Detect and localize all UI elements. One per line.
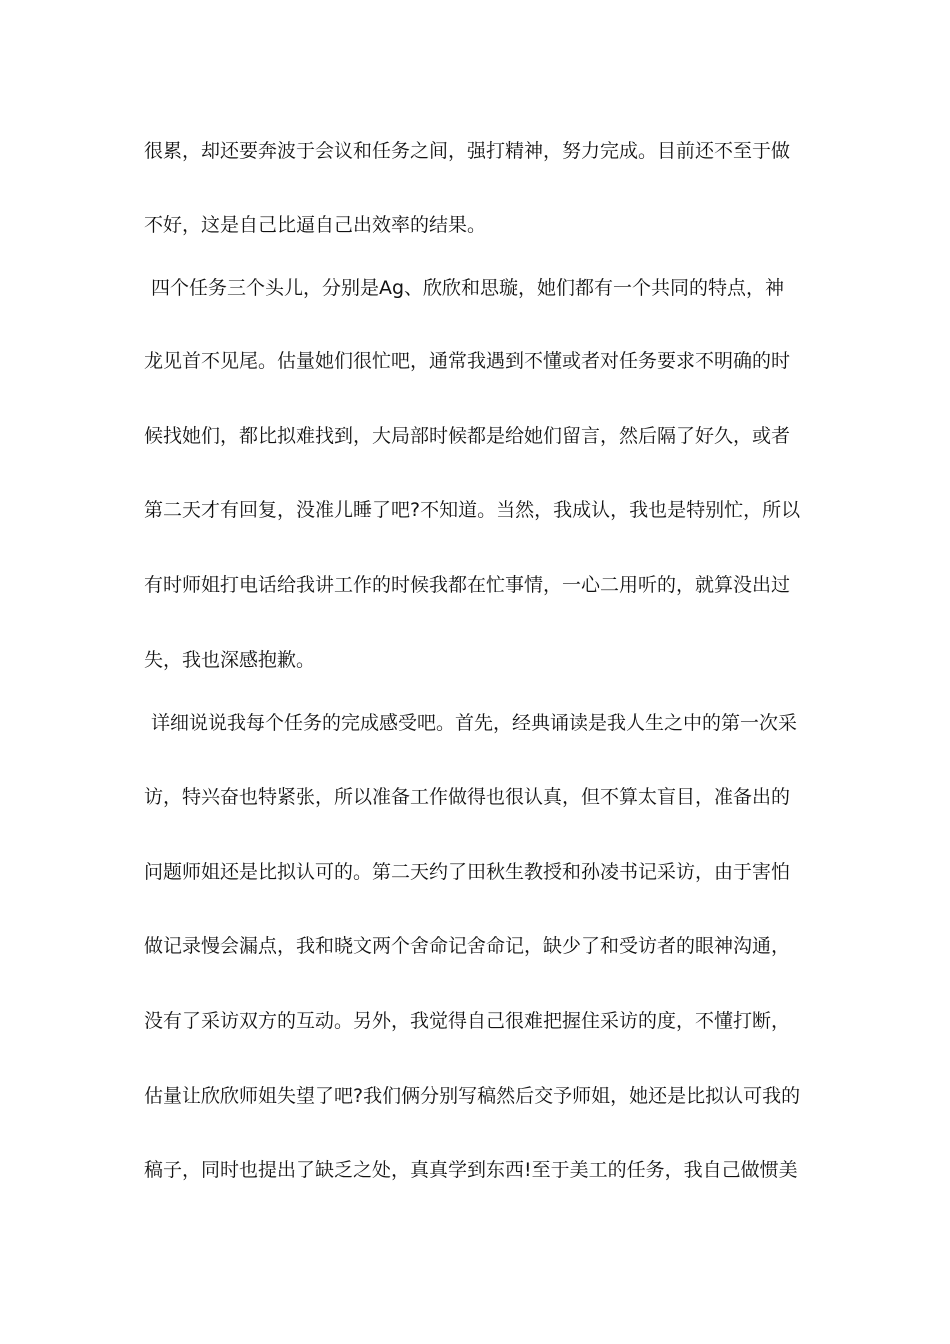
text-line-6: 第二天才有回复，没准儿睡了吧?不知道。当然，我成认，我也是特别忙，所以	[144, 499, 801, 521]
text-line-3: 四个任务三个头儿，分别是Ag、欣欣和思璇，她们都有一个共同的特点，神	[151, 277, 785, 299]
text-line-13: 没有了采访双方的互动。另外，我觉得自己很难把握住采访的度，不懂打断，	[144, 1010, 791, 1032]
text-line-4: 龙见首不见尾。估量她们很忙吧，通常我遇到不懂或者对任务要求不明确的时	[144, 350, 791, 372]
text-line-11: 问题师姐还是比拟认可的。第二天约了田秋生教授和孙凌书记采访，由于害怕	[144, 861, 791, 883]
text-line-15: 稿子，同时也提出了缺乏之处，真真学到东西!至于美工的任务，我自己做惯美	[144, 1159, 798, 1181]
text-line-1: 很累，却还要奔波于会议和任务之间，强打精神，努力完成。目前还不至于做	[144, 140, 791, 162]
text-line-12: 做记录慢会漏点，我和晓文两个舍命记舍命记，缺少了和受访者的眼神沟通，	[144, 935, 791, 957]
text-line-14: 估量让欣欣师姐失望了吧?我们俩分别写稿然后交予师姐，她还是比拟认可我的	[144, 1085, 801, 1107]
text-line-7: 有时师姐打电话给我讲工作的时候我都在忙事情，一心二用听的，就算没出过	[144, 574, 791, 596]
text-line-8: 失，我也深感抱歉。	[144, 649, 316, 671]
text-line-5: 候找她们，都比拟难找到，大局部时候都是给她们留言，然后隔了好久，或者	[144, 425, 791, 447]
text-line-10: 访，特兴奋也特紧张，所以准备工作做得也很认真，但不算太盲目，准备出的	[144, 786, 791, 808]
text-line-2: 不好，这是自己比逼自己出效率的结果。	[144, 214, 487, 236]
text-line-9: 详细说说我每个任务的完成感受吧。首先，经典诵读是我人生之中的第一次采	[151, 712, 798, 734]
